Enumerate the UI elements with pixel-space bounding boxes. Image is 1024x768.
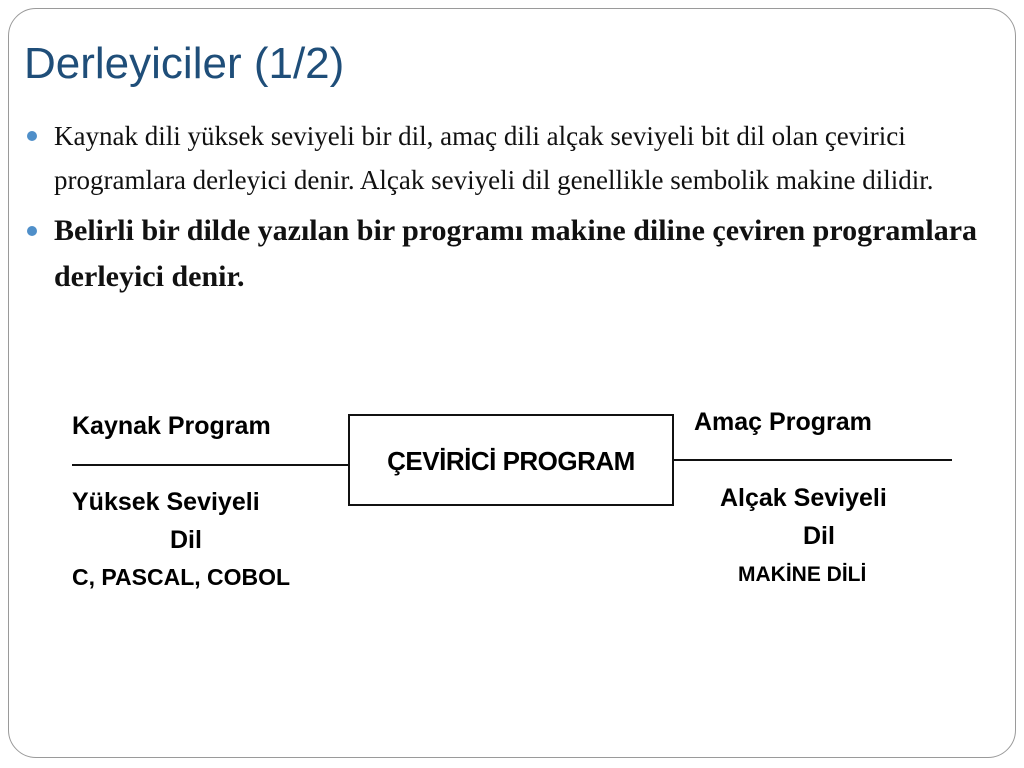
translator-box — [348, 414, 674, 506]
source-language-text: Dil — [170, 526, 202, 554]
translator-label: ÇEVİRİCİ PROGRAM — [387, 446, 635, 476]
bullet-text: Kaynak dili yüksek seviyeli bir dil, amaç dili alçak seviyeli bit dil olan çevirici programlara derleyici denir. Alçak seviyeli dil genellikle sembolik makine dilidir. — [54, 121, 934, 195]
bullet-dot-icon — [27, 131, 37, 141]
input-line — [72, 464, 348, 466]
compiler-diagram — [60, 400, 960, 610]
source-examples-text: C, PASCAL, COBOL — [72, 564, 291, 590]
bullet-list — [26, 114, 996, 300]
bullet-text: Belirli bir dilde yazılan bir programı makine diline çeviren programlara derleyici denir. — [54, 214, 978, 293]
bullet-item — [26, 114, 996, 202]
target-program-label: Amaç Program — [694, 408, 872, 436]
source-level-text: Yüksek Seviyeli — [72, 488, 260, 516]
target-level-text: Alçak Seviyeli — [720, 484, 887, 512]
output-line — [674, 459, 952, 461]
bullet-dot-icon — [27, 226, 37, 236]
source-program-label: Kaynak Program — [72, 412, 271, 440]
bullet-item — [26, 208, 996, 300]
slide-title: Derleyiciler (1/2) — [24, 39, 345, 88]
target-language-text: Dil — [803, 522, 835, 550]
target-examples-text: MAKİNE DİLİ — [738, 563, 867, 586]
